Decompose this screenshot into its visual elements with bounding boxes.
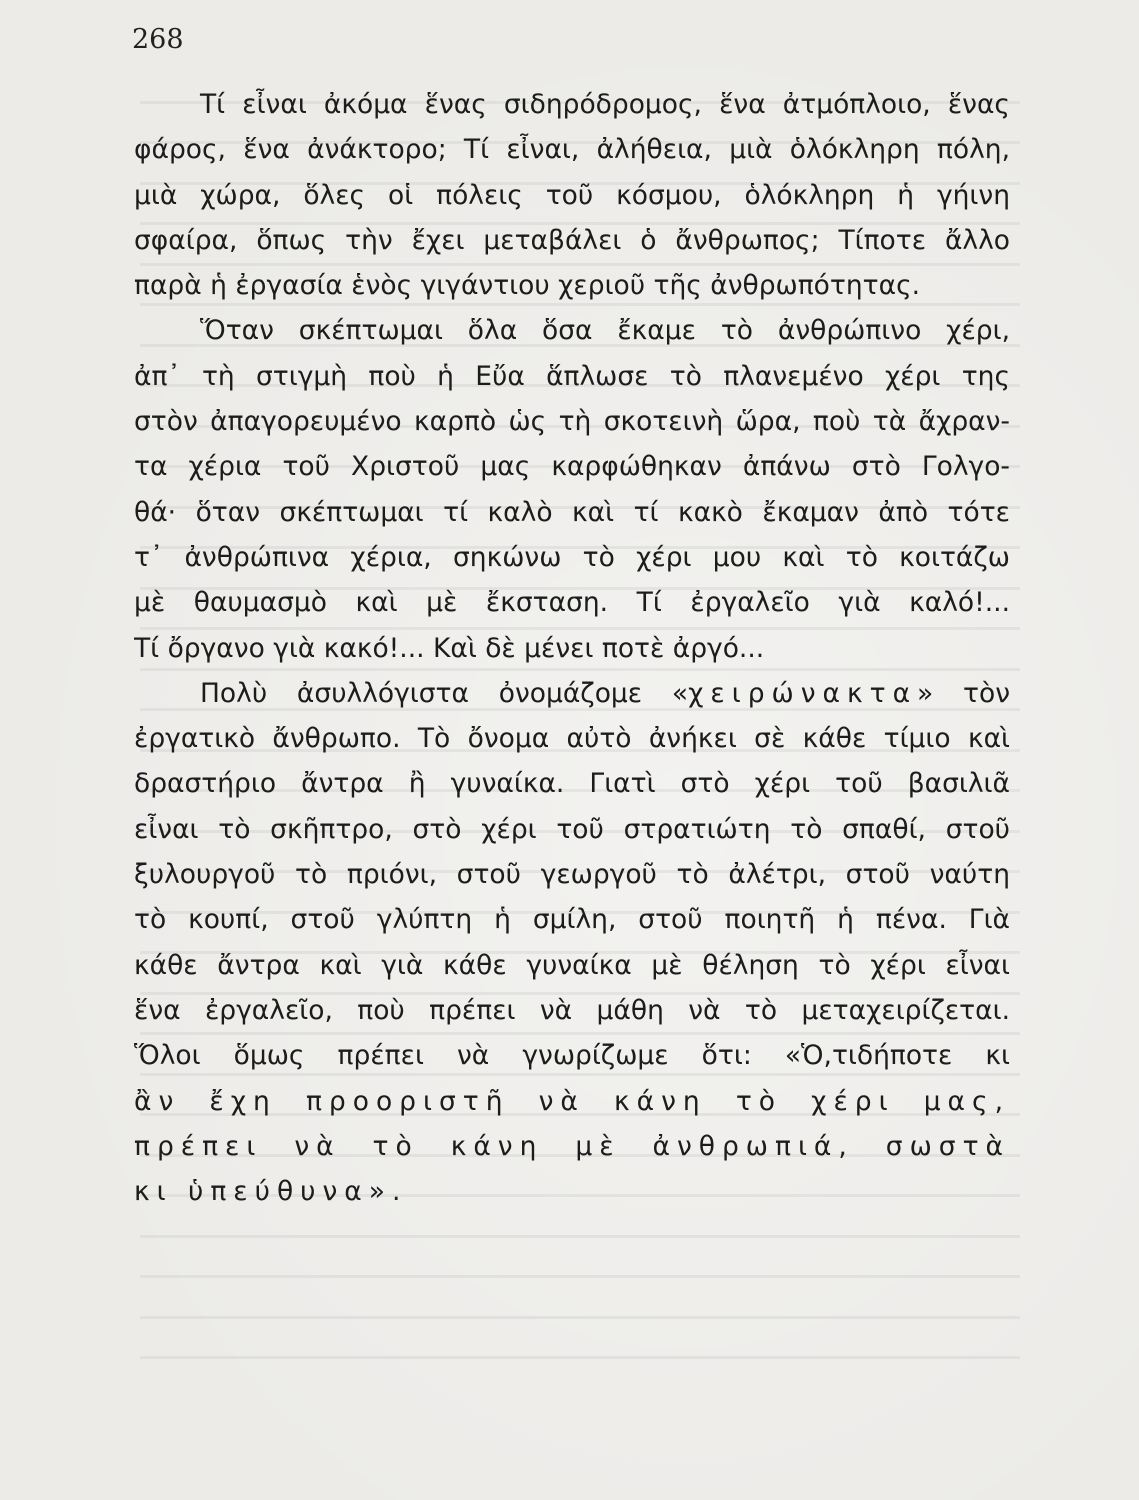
text-line <box>134 308 1010 353</box>
text-line-content: τὸ κουπί, στοῦ γλύπτη ἡ σμίλη, στοῦ ποιητῆ ἡ πένα. Γιὰ <box>134 904 1010 936</box>
page-number: 268 <box>132 24 184 55</box>
text-line <box>134 218 1010 263</box>
text-line-content: ἀπ᾽ τὴ στιγμὴ ποὺ ἡ Εὔα ἅπλωσε τὸ πλανεμένο χέρι της <box>134 360 1010 392</box>
text-line <box>134 1169 1010 1214</box>
text-line-content: θά· ὅταν σκέπτωμαι τί καλὸ καὶ τί κακὸ ἔκαμαν ἀπὸ τότε <box>134 496 1010 528</box>
text-line-content: στὸν ἀπαγορευμένο καρπὸ ὡς τὴ σκοτεινὴ ὥρα, ποὺ τὰ ἄχραν- <box>134 406 1010 438</box>
body-text <box>134 82 1010 1214</box>
text-line <box>134 82 1010 127</box>
text-line-content: ἐργατικὸ ἄνθρωπο. Τὸ ὄνομα αὐτὸ ἀνήκει σὲ κάθε τίμιο καὶ <box>134 723 1010 755</box>
text-line-content: δραστήριο ἄντρα ἢ γυναίκα. Γιατὶ στὸ χέρι τοῦ βασιλιᾶ <box>134 768 1010 800</box>
text-line <box>134 897 1010 942</box>
text-line <box>134 716 1010 761</box>
text-line <box>134 1033 1010 1078</box>
text-line-content: Τί ὄργανο γιὰ κακό!... Καὶ δὲ μένει ποτὲ ἀργό... <box>134 632 765 664</box>
text-line-content: Ὅταν σκέπτωμαι ὅλα ὅσα ἔκαμε τὸ ἀνθρώπινο χέρι, <box>200 315 1010 347</box>
text-line <box>134 626 1010 671</box>
text-line <box>134 852 1010 897</box>
text-line <box>134 671 1010 716</box>
text-line-content: εἶναι τὸ σκῆπτρο, στὸ χέρι τοῦ στρατιώτη τὸ σπαθί, στοῦ <box>134 813 1010 845</box>
text-line-content: τ᾽ ἀνθρώπινα χέρια, σηκώνω τὸ χέρι μου καὶ τὸ κοιτάζω <box>134 541 1010 573</box>
text-line <box>134 943 1010 988</box>
text-line-content: ἕνα ἐργαλεῖο, ποὺ πρέπει νὰ μάθη νὰ τὸ μεταχειρίζεται. <box>134 994 1010 1026</box>
text-line-content: ξυλουργοῦ τὸ πριόνι, στοῦ γεωργοῦ τὸ ἀλέτρι, στοῦ ναύτη <box>134 859 1010 891</box>
text-line <box>134 761 1010 806</box>
text-line <box>134 490 1010 535</box>
text-line <box>134 988 1010 1033</box>
text-line-content: ἂν ἔχη προοριστῆ νὰ κάνη τὸ χέρι μας, <box>134 1085 1010 1117</box>
text-line <box>134 1124 1010 1169</box>
text-line <box>134 1079 1010 1124</box>
text-line-content: πρέπει νὰ τὸ κάνη μὲ ἀνθρωπιά, σωστὰ <box>134 1130 1010 1162</box>
text-line <box>134 263 1010 308</box>
text-line-content: φάρος, ἕνα ἀνάκτορο; Τί εἶναι, ἀλήθεια, μιὰ ὁλόκληρη πόλη, <box>134 134 1010 166</box>
emphasized-word: χειρώνακτα <box>688 677 918 709</box>
text-line <box>134 173 1010 218</box>
text-line-content: μιὰ χώρα, ὅλες οἱ πόλεις τοῦ κόσμου, ὁλόκληρη ἡ γήινη <box>134 179 1010 211</box>
text-line-content: σφαίρα, ὅπως τὴν ἔχει μεταβάλει ὁ ἄνθρωπος; Τίποτε ἄλλο <box>134 224 1010 256</box>
text-line <box>134 399 1010 444</box>
text-line-content: Πολὺ ἀσυλλόγιστα ὀνομάζομε «χειρώνακτα» τὸν <box>200 677 1010 709</box>
text-line-content: κάθε ἄντρα καὶ γιὰ κάθε γυναίκα μὲ θέληση τὸ χέρι εἶναι <box>134 949 1010 981</box>
text-line <box>134 127 1010 172</box>
text-line <box>134 354 1010 399</box>
text-line-content: κι ὑπεύθυνα». <box>134 1176 408 1208</box>
text-line <box>134 535 1010 580</box>
text-line-content: Τί εἶναι ἀκόμα ἕνας σιδηρόδρομος, ἕνα ἀτμόπλοιο, ἕνας <box>200 89 1010 120</box>
text-line-content: τα χέρια τοῦ Χριστοῦ μας καρφώθηκαν ἀπάνω στὸ Γολγο- <box>134 451 1010 483</box>
text-line-content: παρὰ ἡ ἐργασία ἑνὸς γιγάντιου χεριοῦ τῆς ἀνθρωπότητας. <box>134 270 921 302</box>
text-line <box>134 807 1010 852</box>
text-line <box>134 580 1010 625</box>
text-line-content: Ὅλοι ὅμως πρέπει νὰ γνωρίζωμε ὅτι: «Ὁ,τιδήποτε κι <box>134 1040 1010 1072</box>
text-line-content: μὲ θαυμασμὸ καὶ μὲ ἔκσταση. Τί ἐργαλεῖο γιὰ καλό!... <box>134 587 1010 619</box>
text-line <box>134 444 1010 489</box>
